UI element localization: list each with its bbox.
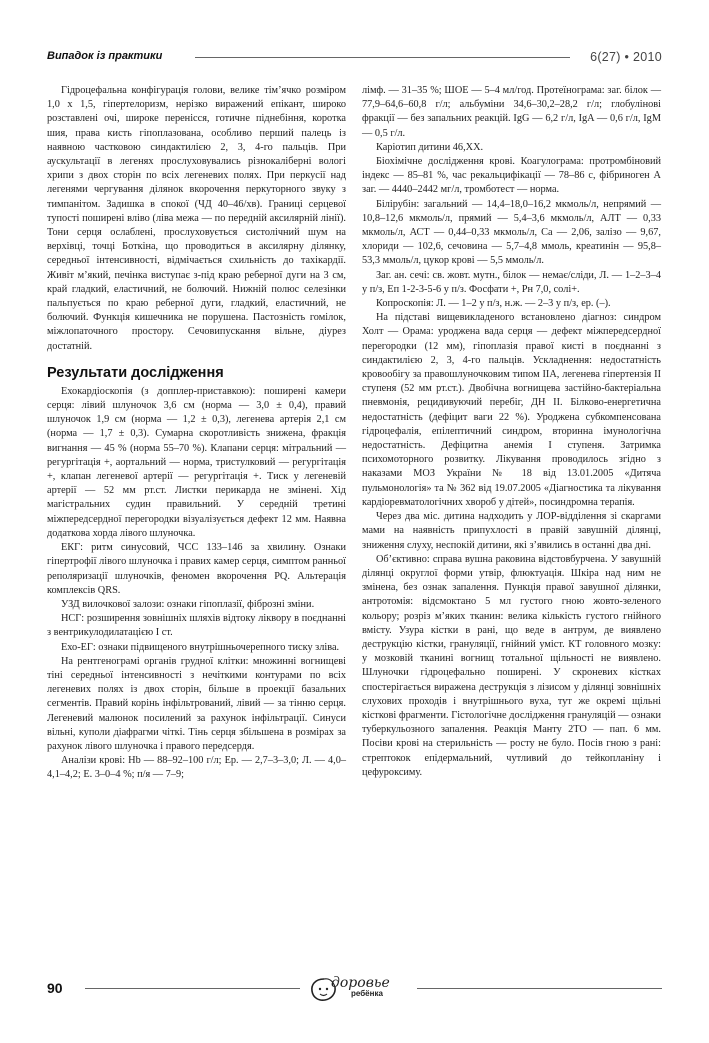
paragraph: Ехокардіоскопія (з допплер-приставкою): поширені камери серця: лівий шлуночок 3,6 см (норма — 3,0 ± 0,4), правий шлуночок 1,9 см (норма — 1,2 ± 0,3), легенева артерія 2,1 см (норма — 1,7 ± 0,3). Сумарна скоротливість знижена, фракція вигнання — 45 % (норма 55–70 %). Клапани серця: мітральний — регургітація +, аортальний — норма, тристулковий — регургітація +, клапан легеневої артерії — регургітація +. Тиск у легеневій артерії — 52 мм рт.ст. Листки перикарда не змінені. Хід магістральних судин правильний. У середній третині міжпередсердної перегородки візуалізується дефект 12 мм. Наявна додаткова хорда лівого шлуночка. xyxy=(47,385,346,539)
paragraph: Об’єктивно: справа вушна раковина відстовбурчена. У завушній ділянці округлої форми утвір, флюктуація. Шкіра над ним не змінена, без ознак запалення. Пункція правої завушної ділянки, антротомія: відсмоктано 5 мл густого гною жовто-зеленого кольору; розріз м’яких тканин: велика кількість густого гнійного вмісту. Узура кістки в рані, що веде в антрум, де виявлено деструкцію кістки, грануляції, гнійний уміст. КТ головного мозку: у мозковій тканині вогнищ тотальної щільності не виявлено. Шлуночки гідроцефально поширені. У скроневих кістках спостерігається виражена деструкція з лізисом у ділянці зовнішніх слухових проходів і внутрішнього вуха, тут же окремі щільні кісткові фрагменти. Гістологічне дослідження грануляцій — ознаки туберкульозного запалення. Реакція Манту 2ТО — пап. 6 мм. Посіви крові на стерильність — росту не було. Посів гною з рані: стрептокок епідермальний, чутливий до тейкопланіну і цефуроксиму. xyxy=(362,553,661,778)
header-rule xyxy=(195,57,570,58)
paragraph: Заг. ан. сечі: св. жовт. мутн., білок — немає/сліди, Л. — 1–2–3–4 у п/з, Еп 1-2-3-5-6 у п/з. Фосфати +, Рн 7,0, солі+. xyxy=(362,269,661,295)
paragraph: ЕКГ: ритм синусовий, ЧСС 133–146 за хвилину. Ознаки гіпертрофії лівого шлуночка і правих камер серця, симптом ранньої реполяризації шлуночків, феномен вкорочення PQ. Альтерація комплексів QRS. xyxy=(47,542,346,596)
paragraph: НСГ: розширення зовнішніх шляхів відтоку ліквору в поєднанні з вентрикулодилатацією I ст. xyxy=(47,613,346,639)
paragraph: Копроскопія: Л. — 1–2 у п/з, н.ж. — 2–3 у п/з, ер. (–). xyxy=(376,298,611,310)
page-footer xyxy=(47,975,662,1000)
paragraph: Ехо-ЕГ: ознаки підвищеного внутрішньочерепного тиску зліва. xyxy=(61,641,340,653)
footer-rule-right xyxy=(417,988,662,989)
paragraph: Біохімічне дослідження крові. Коагулограма: протромбіновий індекс — 85–81 %, час рекальцифікації — 78–86 с, фібриноген А заг. — 4440–2442 мг/л, тромботест — норма. xyxy=(362,156,661,196)
logo-subtitle: ребёнка xyxy=(351,989,383,998)
paragraph: Каріотип дитини 46,ХХ. xyxy=(376,141,484,153)
paragraph: Гідроцефальна конфігурація голови, велике тім’ячко розміром 1,0 х 1,5, гіпертелоризм, нерізко виражений епікант, широко розставлені очі, широке перенісся, готичне піднебіння, коротка шия, права кисть гіпоплазована, особливо перший палець із наявною частковою синдактилією 2, 3, 4-го пальців. При аускультації в легенях прослуховувались різнокаліберні вологі хрипи з двох сторін по всіх легеневих полях. При перкусії над легенями чергування ділянок вкорочення перкуторного звуку з тимпанітом. Задишка в спокої (ЧД 40–46/хв). Границі серцевої тупості поширені вліво (ліва межа — по передній аксилярній лінії). Тони серця ослаблені, прослуховується систолічний шум на верхівці, точці Боткіна, що проводиться в аксилярну ділянку, середньої інтенсивності, відмічається схильність до тахікардії. Живіт м’який, печінка виступає з-під краю реберної дуги на 3 см, край гладкий, еластичний, не болючий. Нижній полюс селезінки пальпується по краю реберної дуги, гладкий, еластичний, не болючий. Функція кишечника не порушена. Пастозність гомілок, міжлопаточного простору. Сечовипускання вільне, діурез достатній. xyxy=(47,85,346,352)
page-header xyxy=(47,50,662,66)
paragraph: УЗД вилочкової залози: ознаки гіпоплазії, фіброзні зміни. xyxy=(61,598,315,610)
page-number: 90 xyxy=(47,980,63,996)
results-heading: Результати дослідження xyxy=(47,364,224,381)
paragraph: Аналізи крові: Hb — 88–92–100 г/л; Ер. — 2,7–3–3,0; Л. — 4,0–4,1–4,2; Е. 3–0–4 %; п/я — 7–9; xyxy=(47,755,346,781)
journal-logo xyxy=(309,975,413,1003)
footer-rule-left xyxy=(85,988,300,989)
paragraph: Через два міс. дитина надходить у ЛОР-відділення зі скаргами мами на наявність припухлості в правій завушній ділянці, зниження слуху, неспокій дитини, які з’явились в останні два дні. xyxy=(362,511,661,551)
paragraph: Білірубін: загальний — 14,4–18,0–16,2 мкмоль/л, непрямий — 10,8–12,6 мкмоль/л, прямий — 5,4–3,6 мкмоль/л, АЛТ — 0,33 мкмоль/л, АСТ — 0,44–0,33 мкмоль/л, Са — 2,06, залізо — 9,67, хлориди — 102,6, сечовина — 5,7–4,8 ммоль, креатинін — 95,8–53,3 ммоль/л, цукор крові — 5,5 ммоль/л. xyxy=(362,198,661,267)
right-column xyxy=(362,84,661,780)
issue-number: 6(27) • 2010 xyxy=(590,50,662,64)
logo-brand: доровье xyxy=(331,975,390,991)
paragraph: На підставі вищевикладеного встановлено діагноз: синдром Холт — Орама: уроджена вада серця — дефект міжпередсердної перегородки (12 мм), гіпоплазія правої кисті в поєднанні з синдактилією 2, 3, 4-го пальців. Ускладнення: недостатність кровообігу за правошлуночковим типом IIА, легенева гіпертензія II ступеня (52 мм рт.ст.). Двобічна вогнищева застійно-бактеріальна пневмонія, рецидивуючий перебіг, ДН II. Білково-енергетична недостатність (дефіцит ваги 22 %). Уроджена субкомпенсована гідроцефалія, епілептичний синдром, вторинна імунологічна недостатність. Дефіцитна анемія I ступеня. Затримка психомоторного розвитку. Лікування проводилось згідно з наказами МОЗ України № 18 від 13.01.2005 «Дитяча пульмонологія» та № 362 від 19.07.2005 «Діагностика та лікування кардіоревматологічних хвороб у дітей», посиндромна терапія. xyxy=(362,312,661,508)
left-column xyxy=(47,84,346,783)
paragraph: На рентгенограмі органів грудної клітки: множинні вогнищеві тіні середньої інтенсивності з нечіткими контурами по всіх легеневих полях із двох сторін, більше в проекції базальних сегментів. Правий корінь інфільтрований, лівий — за тінню серця. Легеневий малюнок посилений за рахунок інфільтрації. Синуси вільні, куполи діафрагми чіткі. Тінь серця збільшена в розмірах за рахунок лівого шлуночка і правого передсердя. xyxy=(47,655,346,752)
paragraph: лімф. — 31–35 %; ШОЕ — 5–4 мл/год. Протеїнограма: заг. білок — 77,9–64,6–60,8 г/л; альбуміни 34,6–30,2–28,2 г/л; глобулінові фракції — без запальних реакцій. IgG — 6,2 г/л, IgA — 0,6 г/л, IgM — 0,5 г/л. xyxy=(362,85,661,139)
section-title: Випадок із практики xyxy=(47,50,163,62)
